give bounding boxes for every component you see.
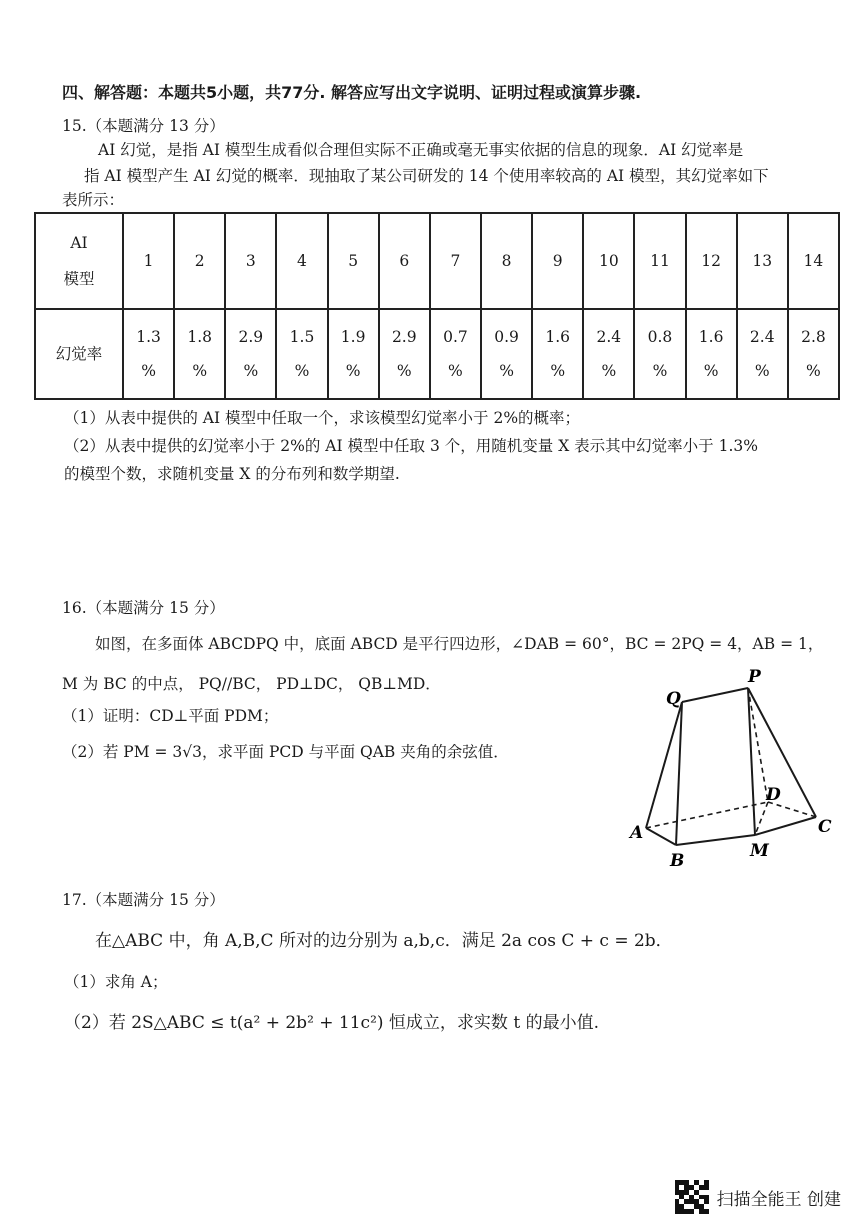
model-cell: 7: [430, 213, 481, 309]
rate-value: 2.9: [391, 327, 417, 346]
model-cell: 4: [276, 213, 327, 309]
rate-cell: [379, 309, 430, 399]
rate-unit: %: [192, 361, 208, 380]
q15-intro-line3: 表所示：: [62, 191, 125, 209]
q16-part1: （1）证明：CD⊥平面 PDM；: [62, 707, 279, 725]
rate-cell: [276, 309, 327, 399]
rate-unit: %: [703, 361, 719, 380]
rate-unit: %: [806, 361, 821, 380]
q15-intro-line1: AI 幻觉，是指 AI 模型生成看似合理但实际不正确或毫无事实依据的信息的现象．AI 幻觉率是: [98, 141, 744, 159]
rate-cell: [481, 309, 532, 399]
row-header-line2: 模型: [63, 269, 95, 288]
rate-value: 2.9: [238, 327, 264, 346]
table-row-models: [35, 213, 839, 309]
polyhedron-figure: [620, 660, 840, 875]
q15-intro-line2: 指 AI 模型产生 AI 幻觉的概率．现抽取了某公司研发的 14 个使用率较高的 AI 模型，其幻觉率如下: [84, 167, 769, 185]
model-cell: 3: [225, 213, 276, 309]
rate-value: 2.8: [801, 327, 826, 346]
rate-value: 2.4: [596, 327, 622, 346]
model-cell: 12: [686, 213, 737, 309]
rate-cell: [225, 309, 276, 399]
model-cell: 6: [379, 213, 430, 309]
rate-unit: %: [601, 361, 617, 380]
rate-unit: %: [448, 361, 463, 380]
q15-part2-line2: 的模型个数，求随机变量 X 的分布列和数学期望.: [64, 465, 400, 483]
rate-unit: %: [294, 361, 310, 380]
rate-cell: [430, 309, 481, 399]
q15-part2-line1: （2）从表中提供的幻觉率小于 2%的 AI 模型中任取 3 个，用随机变量 X 表示其中幻觉率小于 1.3%: [64, 437, 758, 455]
label-p: P: [748, 667, 761, 687]
q17-part1: （1）求角 A；: [64, 973, 168, 991]
q16-number: 16.（本题满分 15 分）: [62, 599, 225, 617]
rate-value: 0.8: [647, 327, 673, 346]
q15-number: 15.（本题满分 13 分）: [62, 117, 225, 135]
rate-cell: [583, 309, 634, 399]
rate-value: 1.6: [545, 327, 571, 346]
rate-cell: [737, 309, 788, 399]
rate-cell: [123, 309, 174, 399]
edge-hidden-helper: [676, 688, 748, 845]
model-cell: 5: [328, 213, 379, 309]
model-cell: 14: [788, 213, 839, 309]
label-d: D: [766, 785, 781, 805]
q16-line1: 如图，在多面体 ABCDPQ 中，底面 ABCD 是平行四边形，∠DAB = 60°，BC = 2PQ = 4，AB = 1，: [95, 635, 824, 653]
rate-unit: %: [550, 361, 566, 380]
label-c: C: [818, 817, 832, 837]
q15-intro: [34, 137, 854, 211]
qr-code-icon: [675, 1180, 709, 1214]
rate-value: 1.3: [136, 327, 161, 346]
label-b: B: [670, 851, 685, 871]
hallucination-rate-table: [34, 212, 840, 400]
row-header-line1: AI: [70, 233, 88, 252]
label-a: A: [630, 823, 644, 843]
model-cell: 1: [123, 213, 174, 309]
scanner-brand-text: 扫描全能王 创建: [716, 1189, 841, 1210]
q17-number: 17.（本题满分 15 分）: [62, 891, 225, 909]
rate-value: 0.7: [443, 327, 468, 346]
rate-cell: [788, 309, 839, 399]
model-cell: 9: [532, 213, 583, 309]
rate-cell: [532, 309, 583, 399]
rate-cell: [328, 309, 379, 399]
rate-cell: [634, 309, 685, 399]
rate-cell: [686, 309, 737, 399]
edge-pc: [748, 688, 816, 817]
rate-value: 2.4: [749, 327, 775, 346]
rate-unit: %: [652, 361, 668, 380]
row-header-rate: 幻觉率: [35, 309, 123, 399]
edge-ab: [646, 828, 676, 845]
rate-unit: %: [243, 361, 259, 380]
table-row-rates: [35, 309, 839, 399]
q16-line2: M 为 BC 的中点， PQ//BC， PD⊥DC， QB⊥MD．: [62, 675, 441, 693]
rate-unit: %: [754, 361, 770, 380]
label-q: Q: [666, 689, 681, 709]
row-header-ai-model: [35, 213, 123, 309]
rate-value: 1.5: [289, 327, 315, 346]
edge-mc: [755, 817, 816, 835]
rate-unit: %: [499, 361, 514, 380]
q15-part1: （1）从表中提供的 AI 模型中任取一个，求该模型幻觉率小于 2%的概率；: [64, 409, 581, 427]
model-cell: 11: [634, 213, 685, 309]
section-heading: 四、解答题：本题共5小题，共77分. 解答应写出文字说明、证明过程或演算步骤.: [62, 83, 642, 102]
edge-bm: [676, 835, 755, 845]
rate-value: 1.9: [340, 327, 366, 346]
model-cell: 10: [583, 213, 634, 309]
model-cell: 8: [481, 213, 532, 309]
rate-value: 1.6: [698, 327, 724, 346]
scanner-watermark: [675, 1180, 841, 1214]
q17-part2: （2）若 2S△ABC ≤ t(a² + 2b² + 11c²) 恒成立，求实数 t 的最小值.: [64, 1013, 599, 1033]
edge-qp: [682, 688, 748, 702]
model-cell: 2: [174, 213, 225, 309]
edge-dm-hidden: [755, 802, 768, 835]
rate-value: 1.8: [187, 327, 213, 346]
rate-cell: [174, 309, 225, 399]
rate-unit: %: [345, 361, 361, 380]
edge-ad-hidden: [646, 802, 768, 828]
rate-unit: %: [396, 361, 412, 380]
rate-value: 0.9: [494, 327, 519, 346]
rate-unit: %: [141, 361, 156, 380]
q17-line1: 在△ABC 中，角 A,B,C 所对的边分别为 a,b,c．满足 2a cos C + c = 2b．: [95, 931, 673, 951]
q16-part2: （2）若 PM = 3√3，求平面 PCD 与平面 QAB 夹角的余弦值．: [62, 743, 509, 761]
label-m: M: [750, 841, 769, 861]
model-cell: 13: [737, 213, 788, 309]
